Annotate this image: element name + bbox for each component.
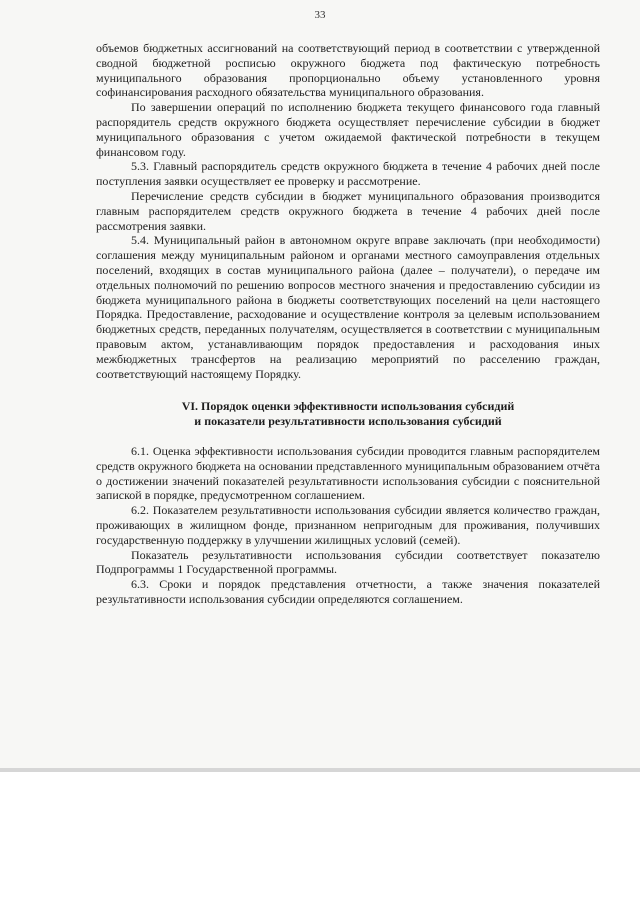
paragraph: Перечисление средств субсидии в бюджет муниципального образования производится главным распорядителем средств окружного бюджета в течение 4 рабочих дней после рассмотрения заявки. xyxy=(96,188,600,233)
section-heading-line: VI. Порядок оценки эффективности использования субсидий xyxy=(181,399,515,414)
section-heading xyxy=(96,399,600,429)
page-bottom-edge xyxy=(0,768,640,772)
page-number: 33 xyxy=(314,9,326,21)
paragraph: 6.1. Оценка эффективности использования субсидии проводится главным распорядителем средств окружного бюджета на основании представленного муниципальным образованием отчёта о достижении значений показателей результативности использования субсидии с пояснительной запиской в порядке, предусмотренном соглашением. xyxy=(96,443,600,503)
paragraph: Показатель результативности использования субсидии соответствует показателю Подпрограммы 1 Государственной программы. xyxy=(96,547,600,577)
paragraph: 5.3. Главный распорядитель средств окружного бюджета в течение 4 рабочих дней после поступления заявки осуществляет ее проверку и рассмотрение. xyxy=(96,159,600,189)
paragraph: объемов бюджетных ассигнований на соответствующий период в соответствии с утвержденной сводной бюджетной росписью окружного бюджета под фактическую потребность муниципального образования пропорционально объему установленного уровня софинансирования расходного обязательства муниципального образования. xyxy=(96,41,600,100)
document-body xyxy=(96,41,600,607)
paragraph: 5.4. Муниципальный район в автономном округе вправе заключать (при необходимости) соглашения между муниципальным районом и органами местного самоуправления отдельных поселений, входящих в состав муниципального района (далее – получатели), о передаче им отдельных полномочий по решению вопросов местного значения и предоставлению субсидии из бюджета муниципального района в бюджеты соответствующих поселений на цели настоящего Порядка. Предоставление, расходование и осуществление контроля за целевым использованием бюджетных средств, переданных получателям, осуществляется в соответствии с муниципальным правовым актом, устанавливающим порядок предоставления и расходования иных межбюджетных трансфертов на реализацию мероприятий по расселению граждан, соответствующий настоящему Порядку. xyxy=(96,233,600,381)
paragraph: 6.3. Сроки и порядок представления отчетности, а также значения показателей результативности использования субсидии определяются соглашением. xyxy=(96,577,600,606)
paragraph: 6.2. Показателем результативности использования субсидии является количество граждан, проживающих в жилищном фонде, признанном непригодным для проживания, получивших государственную поддержку в улучшении жилищных условий (семей). xyxy=(96,503,600,547)
section-heading-line: и показатели результативности использования субсидий xyxy=(194,414,502,429)
paragraph: По завершении операций по исполнению бюджета текущего финансового года главный распорядитель средств окружного бюджета осуществляет перечисление субсидии в бюджет муниципального образования с учетом ожидаемой фактической потребности в текущем финансовом году. xyxy=(96,100,600,159)
